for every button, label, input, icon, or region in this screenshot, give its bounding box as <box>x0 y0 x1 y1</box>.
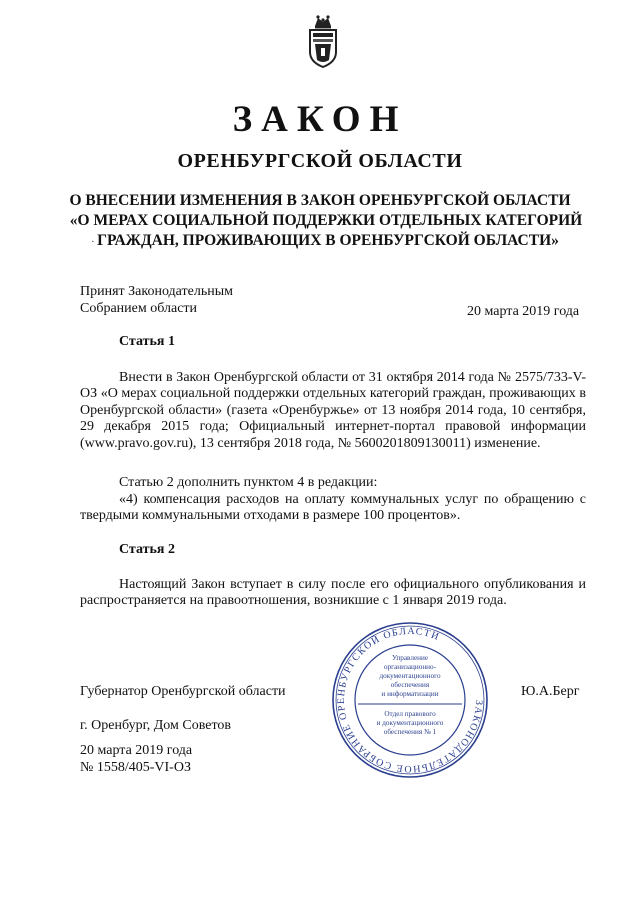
law-subtitle-line-3: ГРАЖДАН, ПРОЖИВАЮЩИХ В ОРЕНБУРГСКОЙ ОБЛАСТИ» <box>97 232 559 249</box>
stamp-inner-line-2: организационно- <box>383 663 437 671</box>
stamp-inner-line-3: документационного <box>379 672 441 680</box>
article-2-paragraph-1: Настоящий Закон вступает в силу после его официального опубликования и распространяется на правоотношения, возникшие с 1 января 2019 года. <box>80 577 586 609</box>
signing-place: г. Оренбург, Дом Советов <box>80 718 231 733</box>
law-subtitle-line-2: «О МЕРАХ СОЦИАЛЬНОЙ ПОДДЕРЖКИ ОТДЕЛЬНЫХ КАТЕГОРИЙ <box>69 212 583 229</box>
stamp-inner-line-1: Управление <box>391 654 429 662</box>
governor-title: Губернатор Оренбургской области <box>80 684 286 699</box>
adoption-date: 20 марта 2019 года <box>467 304 580 319</box>
governor-name: Ю.А.Берг <box>521 684 580 699</box>
margin-mark: · <box>91 236 95 248</box>
coat-of-arms-icon <box>306 12 340 68</box>
article-1-paragraph-1: Внести в Закон Оренбургской области от 31 октября 2014 года № 2575/733-V-ОЗ «О мерах социальной поддержки отдельных категорий граждан, проживающих в Оренбургской области» (газета «Оренбуржье» от 13 ноября 2014 года, 10 сентября, 29 декабря 2015 года; Официальный интернет-портал правовой информации (www.pravo.gov.ru), 13 сентября 2018 года, № 5600201809130011) изменение. <box>80 370 586 451</box>
signing-date: 20 марта 2019 года <box>80 743 193 758</box>
article-2-heading: Статья 2 <box>119 542 175 557</box>
stamp-outer-text: ЗАКОНОДАТЕЛЬНОЕ СОБРАНИЕ ОРЕНБУРГСКОЙ ОБЛАСТИ <box>335 625 485 775</box>
law-number: № 1558/405-VI-ОЗ <box>80 760 191 775</box>
svg-text:ЗАКОНОДАТЕЛЬНОЕ СОБРАНИЕ ОРЕНБ <box>336 626 484 774</box>
adoption-body-line-2: Собранием области <box>80 301 198 316</box>
stamp-dept-line-2: и документационного <box>376 719 444 727</box>
stamp-dept-line-1: Отдел правового <box>384 710 436 718</box>
adoption-body-line-1: Принят Законодательным <box>80 284 233 299</box>
stamp-dept-line-3: обеспечения № 1 <box>383 728 437 736</box>
article-1-paragraph-2: Статью 2 дополнить пунктом 4 в редакции: <box>119 475 378 490</box>
document-type-title: ЗАКОН <box>232 99 408 140</box>
stamp-inner-line-4: обеспечения <box>390 681 430 689</box>
law-subtitle-line-1: О ВНЕСЕНИИ ИЗМЕНЕНИЯ В ЗАКОН ОРЕНБУРГСКОЙ ОБЛАСТИ <box>69 192 571 209</box>
article-1-paragraph-3: «4) компенсация расходов на оплату коммунальных услуг по обращению с твердыми коммунальными отходами в размере 100 процентов». <box>80 492 586 524</box>
official-stamp-icon <box>330 620 490 780</box>
stamp-inner-line-5: и информатизации <box>381 690 439 698</box>
article-1-heading: Статья 1 <box>119 334 175 349</box>
region-title: ОРЕНБУРГСКОЙ ОБЛАСТИ <box>177 150 463 172</box>
